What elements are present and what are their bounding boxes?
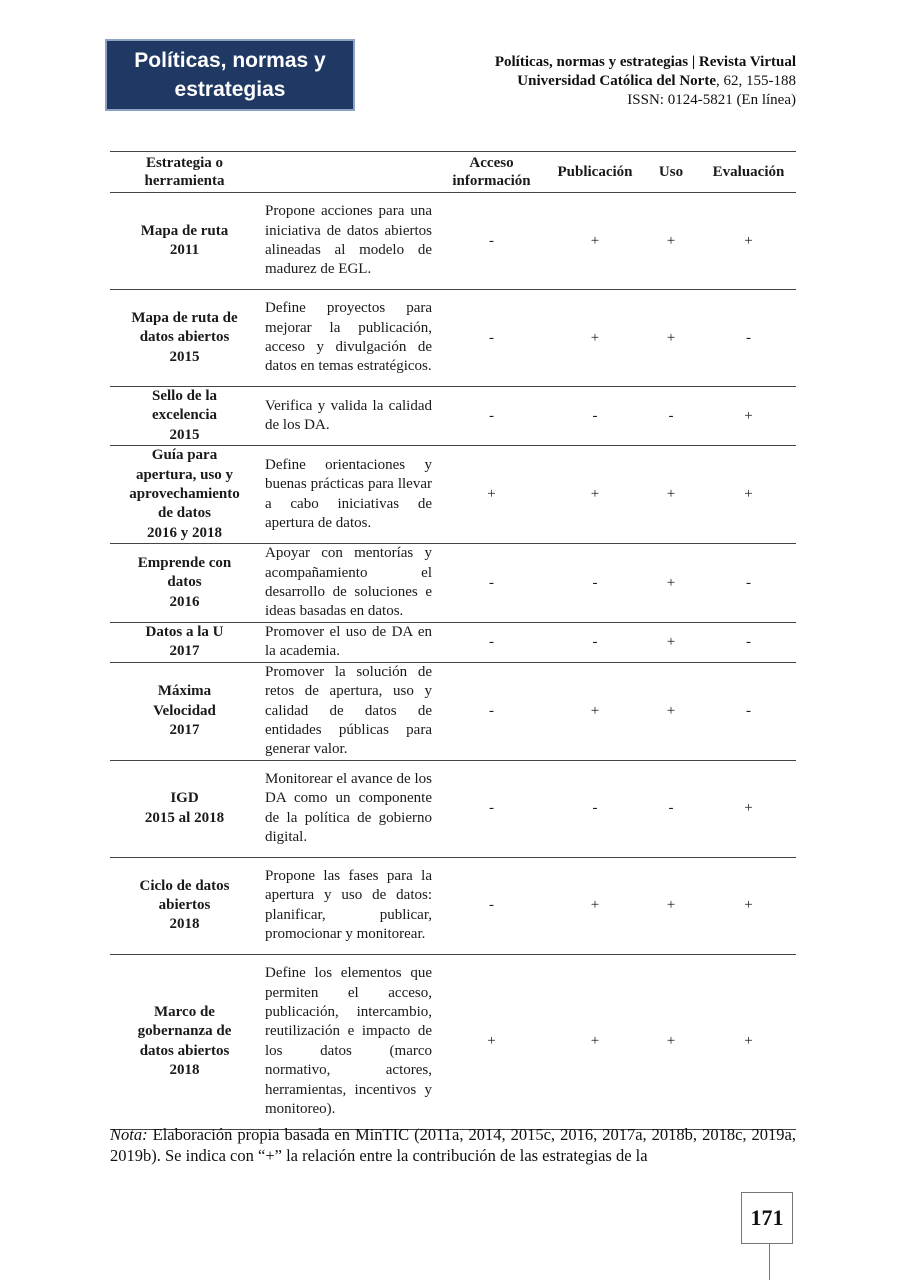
table-row	[110, 544, 796, 623]
access-mark-cell: -	[489, 702, 494, 719]
publication-mark-cell: +	[590, 1033, 600, 1050]
header-issn: ISSN: 0124-5821 (En línea)	[627, 92, 796, 108]
publication-mark-cell: -	[592, 574, 598, 591]
access-mark-cell: -	[489, 633, 494, 650]
strategy-name-line: 2016	[169, 593, 200, 610]
use-mark-cell: +	[666, 232, 676, 249]
strategy-description-cell: Define los elementos que permiten el acceso, publicación, intercambio, reutilización e impacto de los datos (marco normativo, actores, herramientas, incentivos y monitoreo).	[265, 965, 432, 1117]
publication-mark-cell: -	[592, 800, 598, 817]
table-body	[110, 193, 796, 1130]
strategy-name-line: IGD	[170, 790, 199, 807]
strategy-name-cell	[110, 446, 259, 544]
evaluation-mark-cell: -	[746, 574, 751, 591]
strategy-name-line: Datos a la U	[145, 623, 224, 640]
evaluation-mark-cell: -	[746, 633, 751, 650]
table-row	[110, 193, 796, 290]
evaluation-mark-cell: +	[744, 407, 753, 424]
strategy-description-cell: Propone acciones para una iniciativa de datos abiertos alineadas al modelo de madurez de EGL.	[265, 203, 432, 278]
use-mark-cell: +	[666, 574, 676, 591]
strategy-name-line: Máxima	[157, 683, 212, 700]
strategy-name-line: 2015	[169, 426, 200, 443]
table-row	[110, 290, 796, 387]
evaluation-mark-cell: +	[744, 486, 753, 503]
strategy-name-line: 2018	[169, 1062, 200, 1079]
access-mark-cell: -	[489, 574, 494, 591]
strategy-description-cell: Promover la solución de retos de apertura, uso y calidad de datos de entidades públicas para generar valor.	[265, 663, 432, 758]
strategy-name-line: 2015 al 2018	[144, 809, 225, 826]
section-badge: Políticas, normas y estrategias	[105, 39, 355, 111]
header-line-1: Políticas, normas y estrategias | Revista Virtual	[494, 54, 796, 70]
access-mark-cell: -	[489, 329, 494, 346]
strategy-name-line: 2015	[169, 348, 200, 365]
strategy-name-line: Mapa de ruta de	[131, 309, 238, 326]
table-note	[110, 1124, 796, 1166]
strategy-name-line: gobernanza de	[137, 1023, 232, 1040]
evaluation-mark-cell: +	[744, 232, 753, 249]
strategy-description-cell: Promover el uso de DA en la academia.	[265, 623, 432, 660]
access-mark-cell: -	[489, 407, 494, 424]
strategy-name-cell	[110, 290, 259, 387]
strategy-name-line: Guía para	[151, 447, 218, 464]
table-row	[110, 387, 796, 446]
col-header-evaluation: Evaluación	[712, 164, 785, 180]
header-journal-name: Universidad Católica del Norte	[517, 73, 716, 89]
use-mark-cell: +	[666, 633, 676, 650]
evaluation-mark-cell: +	[744, 800, 753, 817]
note-text: Elaboración propia basada en MinTIC (2011a, 2014, 2015c, 2016, 2017a, 2018b, 2018c, 2019a, 2019b). Se indica con “+” la relación entre la contribución de las estrategias de la	[110, 1125, 796, 1165]
strategy-name-line: 2011	[169, 242, 200, 258]
strategy-name-line: aprovechamiento	[129, 486, 240, 503]
strategy-name-line: Mapa de ruta	[140, 222, 229, 239]
use-mark-cell: -	[668, 800, 674, 817]
publication-mark-cell: +	[590, 232, 600, 249]
strategy-name-cell	[110, 857, 259, 954]
strategy-name-cell	[110, 622, 259, 662]
publication-mark-cell: -	[592, 633, 598, 650]
strategy-name-line: 2018	[169, 916, 200, 933]
col-header-access: Acceso información	[452, 155, 531, 189]
table-row	[110, 622, 796, 662]
strategy-name-line: de datos	[158, 505, 211, 522]
strategy-name-line: Ciclo de datos	[139, 877, 230, 894]
page-number-rule	[769, 1244, 770, 1280]
strategy-description-cell: Propone las fases para la apertura y uso de datos: planificar, publicar, promocionar y monitorear.	[265, 867, 432, 943]
strategy-name-line: datos abiertos	[139, 329, 230, 346]
use-mark-cell: +	[666, 486, 676, 503]
access-mark-cell: -	[489, 232, 494, 249]
journal-header	[495, 53, 796, 110]
table-header-row	[110, 152, 796, 193]
table-row	[110, 760, 796, 857]
strategy-name-line: Sello de la	[151, 388, 217, 404]
publication-mark-cell: +	[590, 897, 600, 914]
strategy-name-line: 2016 y 2018	[147, 524, 222, 541]
strategy-description-cell: Verifica y valida la calidad de los DA.	[265, 397, 432, 434]
use-mark-cell: +	[666, 702, 676, 719]
col-header-description	[259, 152, 434, 193]
access-mark-cell: -	[489, 800, 494, 817]
strategy-name-line: datos abiertos	[139, 1042, 230, 1059]
strategy-name-line: abiertos	[158, 897, 211, 914]
strategy-name-line: 2017	[169, 643, 200, 660]
evaluation-mark-cell: +	[744, 1033, 753, 1050]
table-row	[110, 662, 796, 760]
strategies-table-wrap	[110, 151, 796, 1130]
strategy-name-line: datos	[167, 574, 202, 591]
strategy-name-cell	[110, 760, 259, 857]
strategy-name-line: apertura, uso y	[135, 466, 234, 483]
strategy-description-cell: Monitorear el avance de los DA como un componente de la política de gobierno digital.	[265, 770, 432, 846]
evaluation-mark-cell: -	[746, 702, 751, 719]
strategy-name-cell	[110, 954, 259, 1129]
use-mark-cell: -	[668, 407, 674, 424]
evaluation-mark-cell: -	[746, 329, 751, 346]
strategy-name-line: Velocidad	[153, 702, 216, 719]
strategy-name-line: 2017	[169, 721, 200, 738]
strategy-name-cell	[110, 544, 259, 623]
strategies-table	[110, 151, 796, 1130]
strategy-name-line: Emprende con	[137, 554, 232, 571]
publication-mark-cell: -	[592, 407, 598, 424]
publication-mark-cell: +	[590, 329, 600, 346]
use-mark-cell: +	[666, 329, 676, 346]
strategy-description-cell: Define proyectos para mejorar la publicación, acceso y divulgación de datos en temas estratégicos.	[265, 300, 432, 375]
strategy-name-cell	[110, 662, 259, 760]
access-mark-cell: +	[487, 1033, 496, 1050]
strategy-name-line: excelencia	[152, 407, 217, 424]
col-header-use: Uso	[658, 164, 684, 180]
access-mark-cell: -	[489, 897, 494, 914]
page-number: 171	[741, 1192, 793, 1244]
access-mark-cell: +	[487, 486, 496, 503]
strategy-name-cell	[110, 193, 259, 290]
col-header-strategy: Estrategia o herramienta	[144, 155, 225, 189]
publication-mark-cell: +	[590, 486, 600, 503]
publication-mark-cell: +	[590, 702, 600, 719]
header-issue: , 62, 155-188	[716, 73, 796, 89]
table-row	[110, 446, 796, 544]
use-mark-cell: +	[666, 1033, 676, 1050]
table-row	[110, 857, 796, 954]
col-header-publication: Publicación	[557, 164, 633, 180]
strategy-name-line: Marco de	[154, 1003, 215, 1020]
note-label: Nota:	[110, 1125, 148, 1144]
strategy-description-cell: Define orientaciones y buenas prácticas para llevar a cabo iniciativas de apertura de datos.	[265, 456, 432, 532]
evaluation-mark-cell: +	[744, 897, 753, 914]
table-row	[110, 954, 796, 1129]
strategy-name-cell	[110, 387, 259, 446]
use-mark-cell: +	[666, 897, 676, 914]
strategy-description-cell: Apoyar con mentorías y acompañamiento el desarrollo de soluciones e ideas basadas en datos.	[265, 545, 432, 620]
